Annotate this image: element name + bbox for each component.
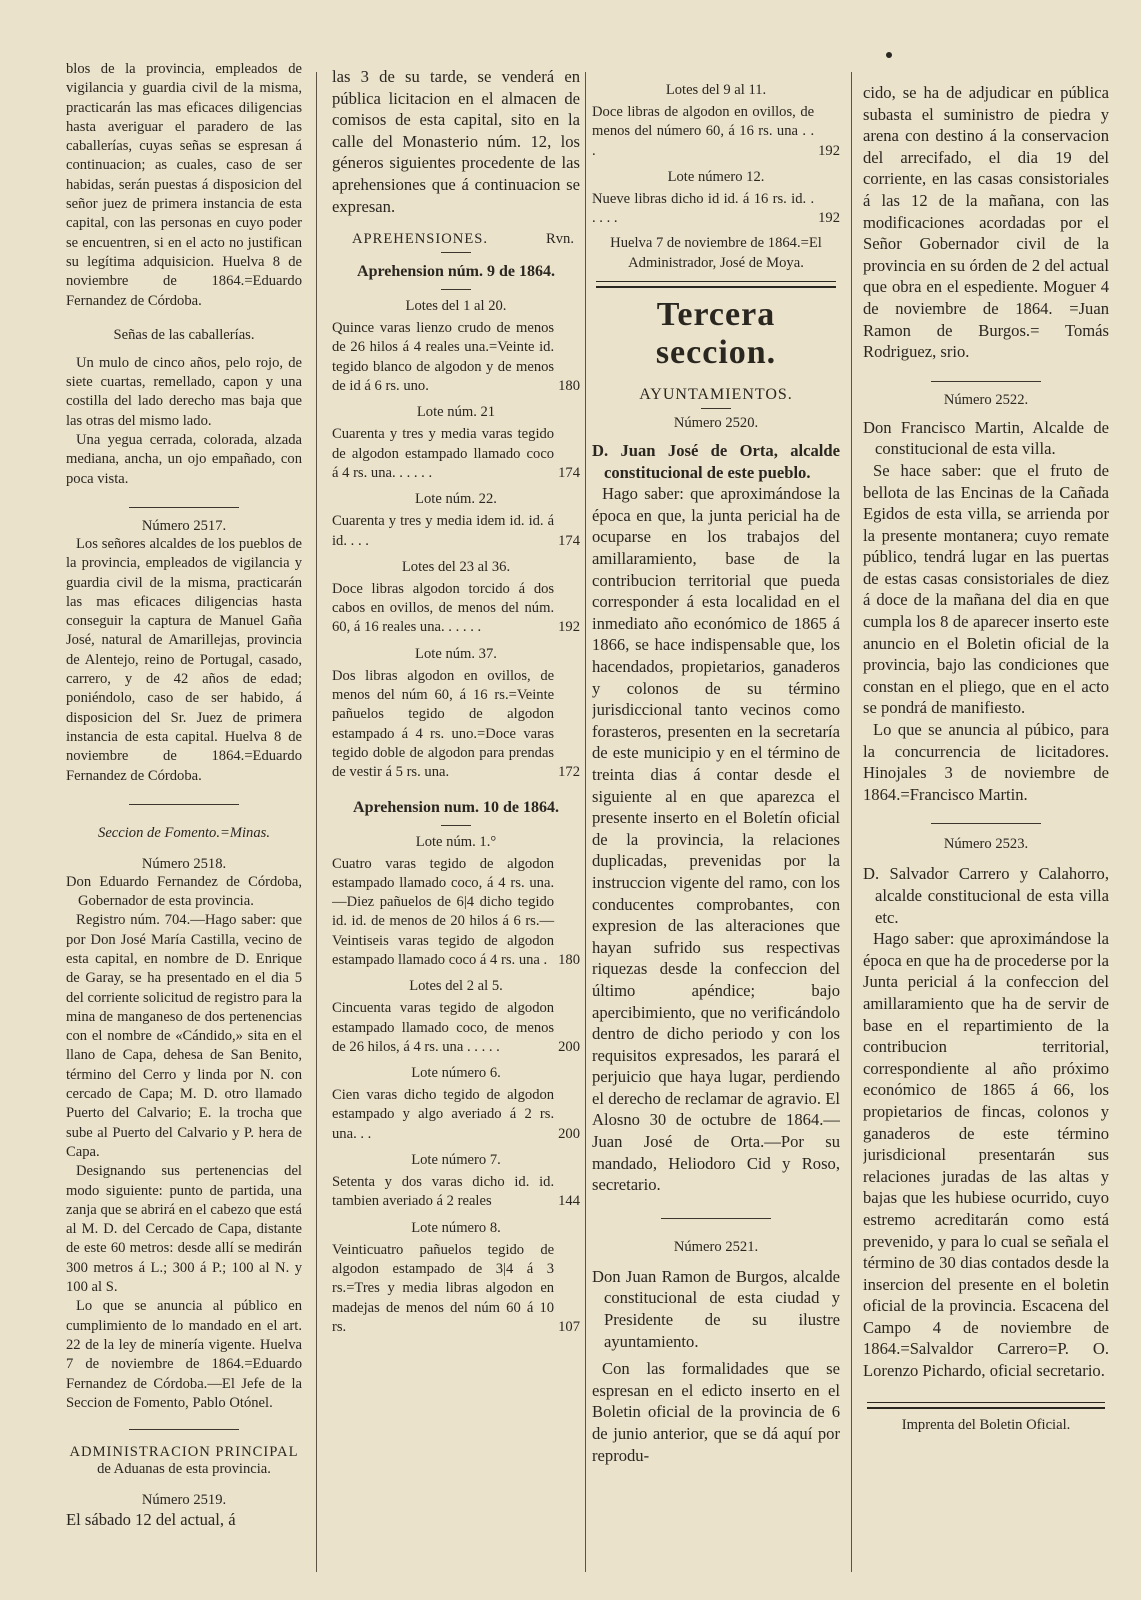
lot-description: Quince varas lienzo crudo de menos de 26 hilos á 4 reales una.=Veinte id. tegido blanco de algodon y de menos de id á 6 rs. uno.: [332, 320, 555, 395]
lot-row: [332, 319, 580, 396]
table-header: [332, 231, 580, 248]
paragraph: Un mulo de cinco años, pelo rojo, de siete cuartas, remellado, capon y una costilla del lado derecho mas baja que las otras del mismo lado.: [66, 354, 302, 429]
lot-description: Doce libras de algodon en ovillos, de menos del número 60, á 16 rs. una . . .: [592, 104, 815, 159]
paragraph: Designando sus pertenencias del modo siguiente: punto de partida, una zanja que se abrirá en el cabezo que está al M. D. del Cercado de Capa, distante de este 60 metros: desde allí se medirán 300 metros á L.; 300 á P.; 100 al N. y 100 al S.: [66, 1163, 302, 1296]
lot-amount: 200: [558, 1125, 580, 1142]
lot-heading: Lote número 12.: [667, 168, 765, 185]
lot-heading: Lote núm. 37.: [415, 645, 497, 662]
notice-number: Número 2523.: [943, 836, 1029, 853]
lot-entry: [332, 559, 580, 638]
column-1: [66, 60, 302, 1531]
lot-description: Nueve libras dicho id id. á 16 rs. id. . . . . .: [592, 190, 815, 227]
lot-row: [332, 580, 580, 638]
column-4: [863, 82, 1109, 1434]
separator: [661, 1218, 771, 1219]
aprehension-heading: Aprehension núm. 9 de 1864.: [357, 263, 555, 281]
lot-row: [332, 667, 580, 783]
separator: [129, 507, 239, 508]
lot-entry: [332, 978, 580, 1057]
lot-row: [332, 855, 580, 971]
lot-description: Setenta y dos varas dicho id. id. tambien averiado á 2 reales: [332, 1174, 555, 1210]
signature: Huelva 7 de noviembre de 1864.=El Administrador, José de Moya.: [610, 235, 822, 271]
lot-entry: [332, 404, 580, 483]
paragraph: cido, se ha de adjudicar en pública subasta el suministro de piedra y arena con destino á la conservacion del arrecifado, el dia 19 del corriente, en las casas consistoriales á las 12 de la mañana, con las modificaciones acordadas por el Señor Gobernador civil de la provincia en su órden de 2 del actual que obra en el espediente. Moguer 4 de noviembre de 1864. =Juan Ramon de Burgos.= Tomás Rodriguez, srio.: [863, 83, 1109, 362]
lot-amount: 172: [558, 764, 580, 781]
aprehension-heading: Aprehension num. 10 de 1864.: [353, 798, 559, 816]
lot-list: [332, 834, 580, 1338]
paragraph: las 3 de su tarde, se venderá en pública licitacion en el almacen de comisos de esta capital, sito en la calle del Monasterio núm. 12, los géneros siguientes procedente de las aprehensiones que á continuacion se expresan.: [332, 67, 580, 216]
lot-entry: [332, 298, 580, 396]
lot-row: [332, 512, 580, 551]
double-rule: [867, 1402, 1105, 1409]
separator: [701, 408, 731, 409]
paragraph: Registro núm. 704.—Hago saber: que por Don José María Castilla, vecino de esta capital, en nombre de D. Enrique de Garay, se ha presentado en el dia 5 del corriente solicitud de registro para la mina de manganeso de dos pertenencias con el nombre de «Cándido,» sita en el llano de Capa, dehesa de San Benito, término del Cerro y linda por N. con cercado de Capa; M. D. otro llamado Puerto del Calvario; E. la trocha que sube al Puerto del Calvario y P. hera de Capa.: [66, 912, 302, 1160]
paragraph: Hago saber: que aproximándose la época en que, la junta pericial ha de ocuparse en los trabajos del amillaramiento, base de la contribucion territorial que pueda corresponder á esta localidad en el inmediato año económico de 1865 á 1866, se hace indispensable que, los hacendados, propietarios, ganaderos y colonos de su término jurisdiccional tanto vecinos como forasteros, presenten en la secretaría de este municipio y en el término de treinta dias á contar desde el siguiente al en que aparezca el presente inserto en el Boletín oficial de la provincia, la relaciones duplicadas, prevenidas por la instruccion vigente del ramo, con los conducentes comprobantes, con expresion de las alteraciones que hayan sufrido sus respectivas riquezas desde la confeccion del último apéndice; bajo apercibimiento, que no verificándolo dentro de dicho periodo y con los requisitos expresados, les parará el perjuicio que haya lugar, perdiendo el derecho de reclamar de agravio. El Alosno 30 de octubre de 1864.—Juan José de Orta.—Por su mandado, Heliodoro Cid y Roso, secretario.: [592, 484, 840, 1195]
lot-amount: 107: [558, 1318, 580, 1335]
lot-row: [332, 1173, 580, 1212]
paragraph: Don Juan Ramon de Burgos, alcalde constitucional de esta ciudad y Presidente de su ilustre ayuntamiento.: [592, 1266, 840, 1351]
notice-number: Número 2522.: [943, 391, 1029, 408]
lot-heading: Lotes del 9 al 11.: [665, 82, 767, 98]
lot-description: Cuatro varas tegido de algodon estampado llamado coco, á 4 rs. una.—Diez pañuelos de 6|4 dicho tegido id. id. de menos de 20 hilos á 6 rs.—Veintiseis varas tegido de algodon estampado llamado coco á 4 rs. una .: [332, 855, 555, 968]
lot-description: Cuarenta y tres y media idem id. id. á id. . . .: [332, 513, 555, 549]
lot-amount: 192: [818, 210, 840, 227]
column-title: APREHENSIONES.: [352, 231, 489, 248]
lot-row: [332, 999, 580, 1057]
notice-number: Número 2519.: [141, 1492, 227, 1509]
lot-heading: Lote núm. 21: [416, 404, 496, 421]
lot-row: [332, 1241, 580, 1337]
separator: [129, 804, 239, 805]
separator: [441, 825, 471, 826]
paragraph: D. Salvador Carrero y Calahorro, alcalde constitucional de esta villa etc.: [863, 864, 1109, 927]
lot-amount: 180: [558, 951, 580, 968]
lot-heading: Lote núm. 22.: [415, 491, 497, 508]
lot-entry: [332, 1220, 580, 1337]
lot-entry: [332, 834, 580, 971]
section-heading: ADMINISTRACION PRINCIPAL: [69, 1444, 299, 1461]
lot-amount: 174: [558, 464, 580, 481]
separator: [931, 823, 1041, 824]
section-heading: Seccion de Fomento.=Minas.: [98, 824, 270, 841]
lot-heading: Lote núm. 1.°: [415, 833, 497, 850]
paragraph: Con las formalidades que se espresan en el edicto inserto en el Boletin oficial de la provincia de 6 de junio anterior, que se dá aquí por reprodu-: [592, 1359, 840, 1465]
lot-description: Dos libras algodon en ovillos, de menos del núm 60, á 16 rs.=Veinte pañuelos tegido de algodon estampado á 4 rs. uno.=Doce varas tegido doble de algodon para prendas de vestir á 5 rs. una.: [332, 667, 555, 781]
lot-description: Cuarenta y tres y media varas tegido de algodon estampado llamado coco á 4 rs. una. . . . . .: [332, 426, 555, 481]
lot-description: Doce libras algodon torcido á dos cabos en ovillos, de menos del núm. 60, á 16 reales una. . . . . .: [332, 580, 555, 636]
separator: [441, 252, 471, 253]
lot-heading: Lote número 6.: [411, 1065, 501, 1082]
lot-description: Cincuenta varas tegido de algodon estampado llamado coco, de menos de 26 hilos, á 4 rs. una . . . . .: [332, 1000, 555, 1055]
notice-number: Número 2517.: [141, 517, 227, 534]
lot-entry: [332, 491, 580, 551]
lot-row: [332, 425, 580, 483]
lot-entry: [332, 1065, 580, 1144]
lot-amount: 192: [818, 142, 840, 159]
separator: [129, 1429, 239, 1430]
paragraph: Don Eduardo Fernandez de Córdoba, Gobernador de esta provincia.: [66, 873, 302, 910]
lot-description: Cien varas dicho tegido de algodon estampado y algo averiado á 2 rs. una. . .: [332, 1087, 555, 1142]
lot-amount: 180: [558, 378, 580, 395]
lot-heading: Lote número 7.: [411, 1152, 501, 1169]
section-heading: Señas de las caballerías.: [113, 326, 255, 343]
paragraph: Lo que se anuncia al público en cumplimiento de lo mandado en el art. 22 de la ley de minería vigente. Huelva 7 de noviembre de 1864.=Eduardo Fernandez de Córdoba.—El Jefe de la Seccion de Fomento, Pablo Otónel.: [66, 1298, 302, 1411]
lot-amount: 200: [558, 1038, 580, 1055]
lot-heading: Lotes del 1 al 20.: [405, 298, 507, 315]
section-title: Tercera seccion.: [655, 296, 777, 372]
lot-heading: Lotes del 23 al 36.: [401, 558, 511, 575]
lot-row: [592, 190, 840, 229]
paragraph: blos de la provincia, empleados de vigilancia y guardia civil de la misma, practicarán las mas eficaces diligencias hasta averiguar el paradero de las caballerías, cuyas señas se espresan á continuacion; as cuales, caso de ser habidas, serán puestas á disposicion del señor juez de primera instancia de esta capital, con las personas en cuyo poder se encuentren, si en el acto no justifican su legítima adquisicion. Huelva 8 de noviembre de 1864.=Eduardo Fernandez de Córdoba.: [66, 61, 302, 309]
paragraph: Una yegua cerrada, colorada, alzada mediana, ancha, un ojo empañado, con poca vista.: [66, 432, 302, 487]
column-2: [332, 66, 580, 1337]
section-subheading: de Aduanas de esta provincia.: [97, 1461, 271, 1478]
lot-list: [592, 82, 840, 228]
lot-amount: 174: [558, 532, 580, 549]
lot-heading: Lote número 8.: [411, 1219, 501, 1236]
lot-amount: 144: [558, 1193, 580, 1210]
paragraph: El sábado 12 del actual, á: [66, 1510, 236, 1530]
section-heading: AYUNTAMIENTOS.: [639, 386, 793, 404]
column-rule-2: [585, 72, 586, 1572]
lot-list: [332, 298, 580, 782]
separator: [441, 289, 471, 290]
lot-amount: 192: [558, 619, 580, 636]
paragraph: Hago saber: que aproximándose la época en que ha de procederse por la Junta pericial á la confeccion del amillaramiento que ha de servir de base en el repartimiento de la contribucion territorial, correspondiente al año próximo económico de 1865 á 66, los propietarios de fincas, colonos y ganaderos de este término jurisdicional presentarán sus relaciones juradas de las altas y bajas que les hubiese ocurrido, cuyo estremo acreditarán como está prevenido, y para lo cual se señala el término de 30 dias contados desde la insercion del presente en el boletin oficial de la provincia. Escacena del Campo 4 de noviembre de 1864.=Salvaldor Carrero=P. O. Lorenzo Pichardo, oficial secretario.: [863, 929, 1109, 1381]
paragraph: Los señores alcaldes de los pueblos de la provincia, empleados de vigilancia y guardia civil de la misma, practicarán las mas eficaces diligencias hasta conseguir la captura de Manuel Gaña José, natural de Amarillejas, provincia de Alentejo, reino de Portugal, casado, carrero, y de 42 años de edad; poniéndolo, caso de ser habido, á disposicion del Sr. Juez de primera instancia de esta capital. Huelva 8 de noviembre de 1864.=Eduardo Fernandez de Córdoba.: [66, 535, 302, 784]
lot-entry: [332, 1152, 580, 1212]
printer-imprint: Imprenta del Boletin Oficial.: [901, 1416, 1071, 1433]
lot-row: [592, 103, 840, 161]
lot-entry: [592, 169, 840, 229]
notice-number: Número 2518.: [141, 855, 227, 872]
lot-heading: Lotes del 2 al 5.: [409, 978, 503, 995]
column-rule-3: [851, 72, 852, 1572]
lot-entry: [592, 82, 840, 161]
column-3: [592, 74, 840, 1466]
paragraph: Se hace saber: que el fruto de bellota de las Encinas de la Cañada Egidos de esta villa, se arrienda por la presente montanera; cuyo remate público, tendrá lugar en las puertas de estas casas consistoriales de diez á doce de la mañana del dia en que cumpla los 8 de aparecer inserto este anuncio en el Boletin oficial de la provincia, bajo las condiciones que constan en el pliego, que en el acto se pondrá de manifiesto.: [863, 460, 1109, 718]
separator: [931, 381, 1041, 382]
column-rule-1: [316, 72, 317, 1572]
lot-row: [332, 1086, 580, 1144]
paragraph: D. Juan José de Orta, alcalde constitucional de este pueblo.: [592, 441, 840, 482]
lot-description: Veinticuatro pañuelos tegido de algodon estampado de 3|4 á 3 rs.=Tres y media libras algodon en madejas de menos del núm 60 á 10 rs.: [332, 1241, 555, 1335]
paragraph: Don Francisco Martin, Alcalde de constitucional de esta villa.: [863, 417, 1109, 459]
ink-dot: [886, 52, 892, 58]
paragraph: Lo que se anuncia al púbico, para la concurrencia de licitadores. Hinojales 3 de noviembre de 1864.=Francisco Martin.: [863, 720, 1109, 804]
currency-label: Rvn.: [546, 231, 574, 248]
notice-number: Número 2521.: [673, 1238, 759, 1255]
lot-entry: [332, 646, 580, 783]
double-rule: [596, 281, 836, 288]
notice-number: Número 2520.: [673, 415, 759, 432]
